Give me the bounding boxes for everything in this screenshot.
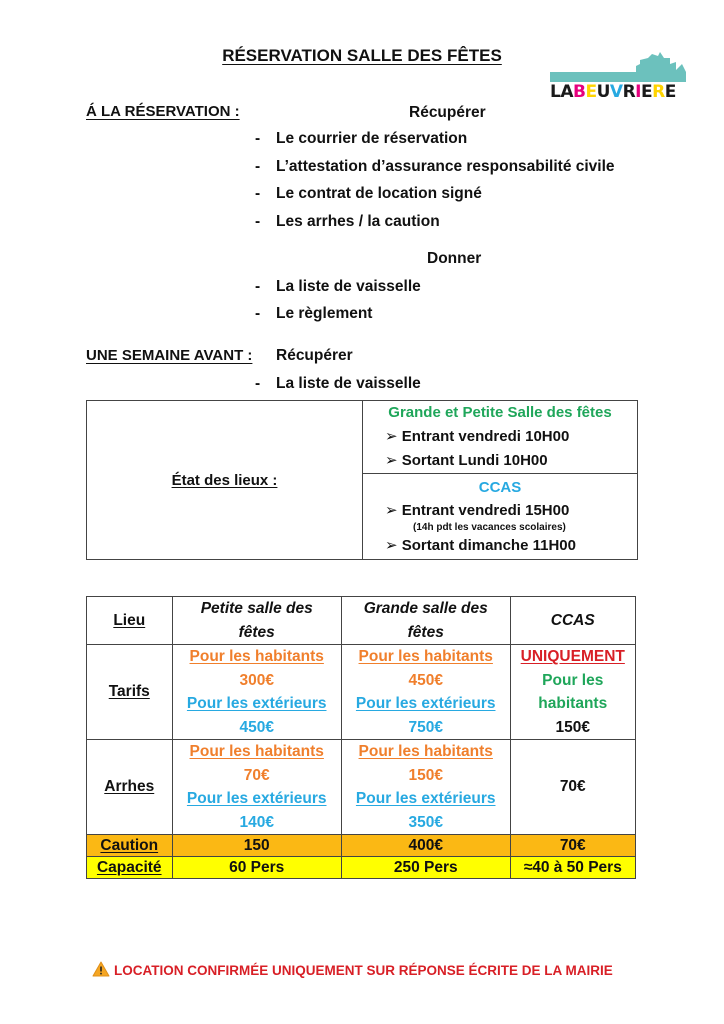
ccas-note: (14h pdt les vacances scolaires)	[413, 522, 566, 533]
header-ccas: CCAS	[510, 597, 635, 645]
list-item: - La liste de vaisselle	[255, 278, 421, 295]
table-row-arrhes: Arrhes Pour les habitants 70€ Pour les extérieurs 140€ Pour les habitants 150€ Pour les extérieurs 350€ 70€	[87, 740, 636, 835]
table-row-tarifs: Tarifs Pour les habitants 300€ Pour les extérieurs 450€ Pour les habitants 450€ Pour les extérieurs 750€ UNIQUEMENT Pour les habitants 150€	[87, 645, 636, 740]
ccas-heading: CCAS	[478, 479, 522, 496]
section-semaine-avant-label: UNE SEMAINE AVANT :	[86, 347, 253, 364]
arrow-bullet-icon: ➢	[385, 452, 398, 469]
table-header-row	[87, 597, 636, 645]
list-item: - La liste de vaisselle	[255, 375, 421, 392]
row-label-caution: Caution	[100, 837, 159, 854]
donner-heading: Donner	[427, 250, 482, 267]
labeuvriere-logo: LABEUVRIERE	[548, 50, 688, 102]
grande-petite-cell: Grande et Petite Salle des fêtes ➢ Entrant vendredi 10H00 ➢ Sortant Lundi 10H00	[363, 401, 638, 474]
list-item: - Le courrier de réservation	[255, 130, 468, 147]
castle-skyline-icon	[548, 50, 688, 84]
warning-banner	[92, 961, 613, 980]
arrow-bullet-icon: ➢	[385, 502, 398, 519]
arrow-bullet-icon: ➢	[385, 537, 398, 554]
tarifs-table	[86, 596, 636, 879]
row-label-tarifs: Tarifs	[108, 683, 150, 701]
arrow-bullet-icon: ➢	[385, 428, 398, 445]
recuperer-heading: Récupérer	[409, 104, 486, 121]
row-label-capacite: Capacité	[96, 859, 162, 876]
header-lieu: Lieu	[113, 611, 146, 629]
row-label-arrhes: Arrhes	[104, 778, 155, 796]
etat-des-lieux-table	[86, 400, 638, 560]
etat-label-cell	[87, 401, 363, 560]
ccas-cell: CCAS ➢ Entrant vendredi 15H00 (14h pdt les vacances scolaires) ➢ Sortant dimanche 11H00	[363, 474, 638, 560]
table-row-capacite: Capacité 60 Pers 250 Pers ≈40 à 50 Pers	[87, 857, 636, 879]
header-grande: Grande salle des fêtes	[341, 597, 510, 645]
semaine-recuperer: Récupérer	[276, 347, 353, 364]
warning-text: LOCATION CONFIRMÉE UNIQUEMENT SUR RÉPONSE ÉCRITE DE LA MAIRIE	[114, 963, 613, 978]
list-item: - Le contrat de location signé	[255, 185, 482, 202]
list-item: - Les arrhes / la caution	[255, 213, 440, 230]
page-title: RÉSERVATION SALLE DES FÊTES	[222, 46, 502, 65]
header-petite: Petite salle des fêtes	[172, 597, 341, 645]
etat-label: État des lieux :	[171, 471, 278, 489]
table-row-caution: Caution 150 400€ 70€	[87, 835, 636, 857]
warning-icon	[92, 961, 110, 980]
grande-petite-heading: Grande et Petite Salle des fêtes	[388, 404, 612, 421]
list-item: - L’attestation d’assurance responsabilité civile	[255, 158, 615, 175]
section-reservation-label: Á LA RÉSERVATION :	[86, 103, 240, 120]
list-item: - Le règlement	[255, 305, 373, 322]
